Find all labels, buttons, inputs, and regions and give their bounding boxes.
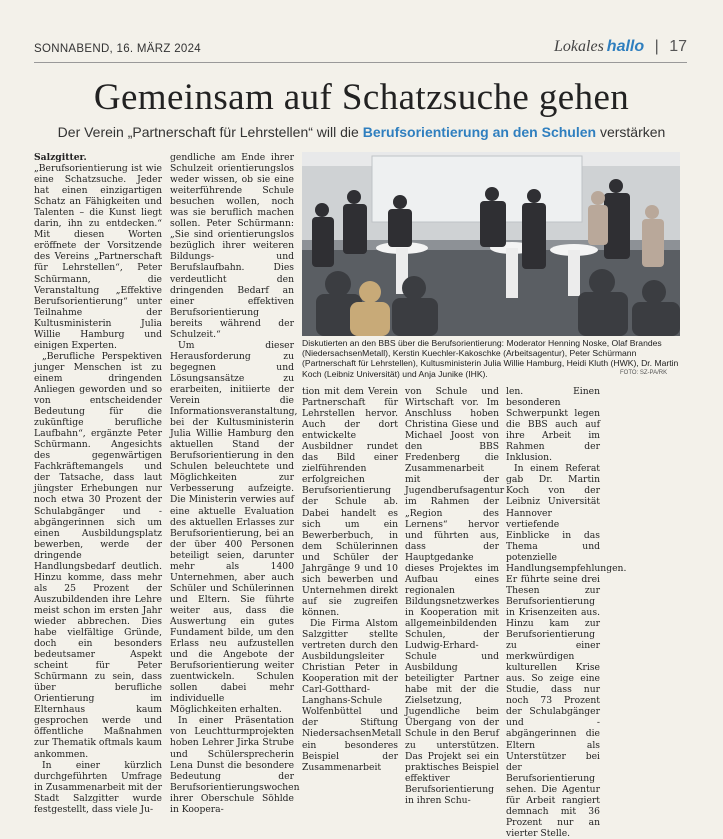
paragraph: Um dieser Herausforderung zu begegnen und Lösungsansätze zu erarbeiten, initiierte der Verein die Informationsveranstaltung, bei der Kultusministerin Julia Willie Hamburg den aktuellen Stand der Berufsorientierung in den Schulen beleuchtete und Möglichkeiten zur Verbesserung aufzeigte. Die Ministerin verwies auf eine aktuelle Evaluation des aktuellen Erlasses zur Berufsorientierung, bei an der über 400 Personen beteiligt seien, darunter mehr als 1400 Unternehmen, aber auch Schüler und Schülerinnen und Eltern. Sie führte weiter aus, dass die Auswertung ein gutes Fundament bilde, um den Erlass neu aufzustellen und die Angebote der Berufsorientierung weiter zuentwickeln. Schulen sollen dabei mehr individuelle Möglichkeiten erhalten. [170,339,298,716]
panel-discussion-photo [302,152,680,336]
paragraph-text: „Berufsorientierung ist wie eine Schatzsuche. Jeder hat einen einzigartigen Schatz an Fähigkeiten und Talenten – die Kunst liegt darin, ihn zu entdecken.“ Mit diesen Worten eröffnete der Vorsitzende des Vereins „Partnerschaft für Lehrstellen“, Peter Schürmann, die Veranstaltung „Effektive Berufsorientierung“ unter Teilnahme der Kultusministerin Julia Willie Hamburg und einigen Experten. [34,163,162,351]
page-header-right [554,38,687,56]
photo-credit: FOTO: SZ-PA/RK [620,370,668,376]
paragraph: In einer Präsentation von Leuchtturmprojekten hoben Lehrer Jirka Strube und Schülersprecherin Lena Dunst die besondere Bedeutung der Berufsorientierungswochen ihrer Oberschule Söhlde in Koopera- [170,715,300,815]
text-column-2 [170,152,300,815]
paragraph: In einem Referat gab Dr. Martin Koch von der Leibniz Universität Hannover vertiefende Einblicke in das Thema und potenzielle Handlungsempfehlungen. Er führte seine drei Thesen zur Berufsorientierung in Krisenzeiten aus. Hinzu kam zur Berufsorientierung zu einer merkwürdigen kulturellen Krise aus. So zeige eine Studie, dass nur noch 73 Prozent der Schulabgänger und -abgängerinnen die Eltern als Unterstützer bei der Berufsorientierung sehen. Die Agentur für Arbeit rangiert demnach mit 36 Prozent nur an vierter Stelle. [506,463,627,839]
paragraph: In einer kürzlich durchgeführten Umfrage in Zusammenarbeit mit der Stadt Salzgitter wurde festgestellt, dass viele Ju- [34,759,162,815]
text-column-5 [506,386,627,839]
header-rule [34,62,687,63]
article-photo [302,152,680,336]
paragraph: gendliche am Ende ihrer Schulzeit orientierungslos weder wissen, ob sie eine weiterführende Schule besuchen wollen, noch was sie beruflich machen sollen. Peter Schürmann: „Sie sind orientierungslos bezüglich ihrer weiteren Bildungs- und Berufslaufbahn. Dies verdeutlicht den dringenden Bedarf an einer effektiven Berufsorientierung bereits während der Schulzeit.“ [170,152,294,340]
paragraph: Die Firma Alstom Salzgitter stellte vertreten durch den Ausbildungsleiter Christian Peter in Kooperation mit der Carl-Gotthard-Langhans-Schule Wolfenbüttel und der Stiftung NiedersachsenMetall ein besonderes Beispiel der Zusammenarbeit [302,617,402,773]
subline-prefix: Der Verein „Partnerschaft für Lehrstellen“ will die [57,124,359,140]
paragraph: tion mit dem Verein Partnerschaft für Lehrstellen hervor. Auch der dort entwickelte Ausbildner rundet das Bild einer zielführenden erfolgreichen Berufsorientierung der Schule ab. Dabei handelt es sich um ein Bewerberbuch, in dem Schülerinnen und Schüler der Jahrgänge 9 und 10 sich bewerben und Unternehmen direkt auf sie zugreifen können. [302,386,398,618]
section-name: Lokales [554,38,604,55]
page-date: SONNABEND, 16. MÄRZ 2024 [34,43,201,55]
paragraph [34,152,162,351]
brand-logo: hallo [606,38,645,55]
header-separator: | [654,38,659,55]
dateline-city: Salzgitter. [34,152,87,163]
paragraph: „Berufliche Perspektiven junger Menschen ist zu einem dringenden Anliegen geworden und so von entscheidender Bedeutung für die zukünftige berufliche Laufbahn“, ergänzte Peter Schürmann. Angesichts des gegenwärtigen Fachkräftemangels und der Tatsache, dass laut jüngster Erhebungen nur noch etwa 30 Prozent der Schulabgänger und -abgängerinnen sich um einen Ausbildungsplatz bewerben, werde der dringende Handlungsbedarf deutlich. Hinzu komme, dass mehr als 25 Prozent der Auszubildenden ihre Lehre meist schon im ersten Jahr wieder abbrechen. Dies habe vielfältige Gründe, doch ein besonders bedeutsamer Aspekt scheint für Peter Schürmann zu sein, dass über berufliche Orientierung im Elternhaus kaum gesprochen werde und öffentliche Maßnahmen zur Thematik oftmals kaum ankommen. [34,350,162,760]
text-column-1 [34,152,162,815]
paragraph: von Schule und Wirtschaft vor. Im Anschluss hoben Christina Giese und Michael Joost von den BBS Fredenberg die Zusammenarbeit mit der Jugendberufsagentur im Rahmen der „Region des Lernens“ hervor und führten aus, dass der Hauptgedanke dieses Projektes im Aufbau eines regionalen Bildungsnetzwerkes in Kooperation mit allgemeinbildenden Schulen, der Ludwig-Erhard-Schule und Ausbildung beteiligter Partner habe mit der die Zielsetzung, Jugendliche beim Übergang von der Schule in den Beruf zu unterstützen. Das Projekt sei ein praktisches Beispiel effektiver Berufsorientierung in ihren Schu- [405,386,505,806]
subline-suffix: verstärken [599,124,666,140]
paragraph: len. Einen besonderen Schwerpunkt legen die BBS auch auf ihre Arbeit im Rahmen der Inklusion. [506,386,600,464]
text-column-3 [302,386,402,773]
article-subline [0,124,723,140]
subline-highlight: Berufsorientierung an den Schulen [362,124,597,140]
page-number: 17 [669,38,687,55]
text-column-4 [405,386,505,806]
photo-caption: Diskutierten an den BBS über die Berufsorientierung: Moderator Henning Noske, Olaf Brandes (NiedersachsenMetall), Kerstin Kuechler-Kakoschke (Arbeitsagentur), Peter Schürmann (Partnerschaft für Lehrstellen), Kultusministerin Julia Willie Hamburg, Heidi Kluth (HWK), Dr. Martin Koch (Leibniz Universität) und Anja Junike (IHK). [302,338,679,379]
article-headline: Gemeinsam auf Schatzsuche gehen [93,77,630,118]
